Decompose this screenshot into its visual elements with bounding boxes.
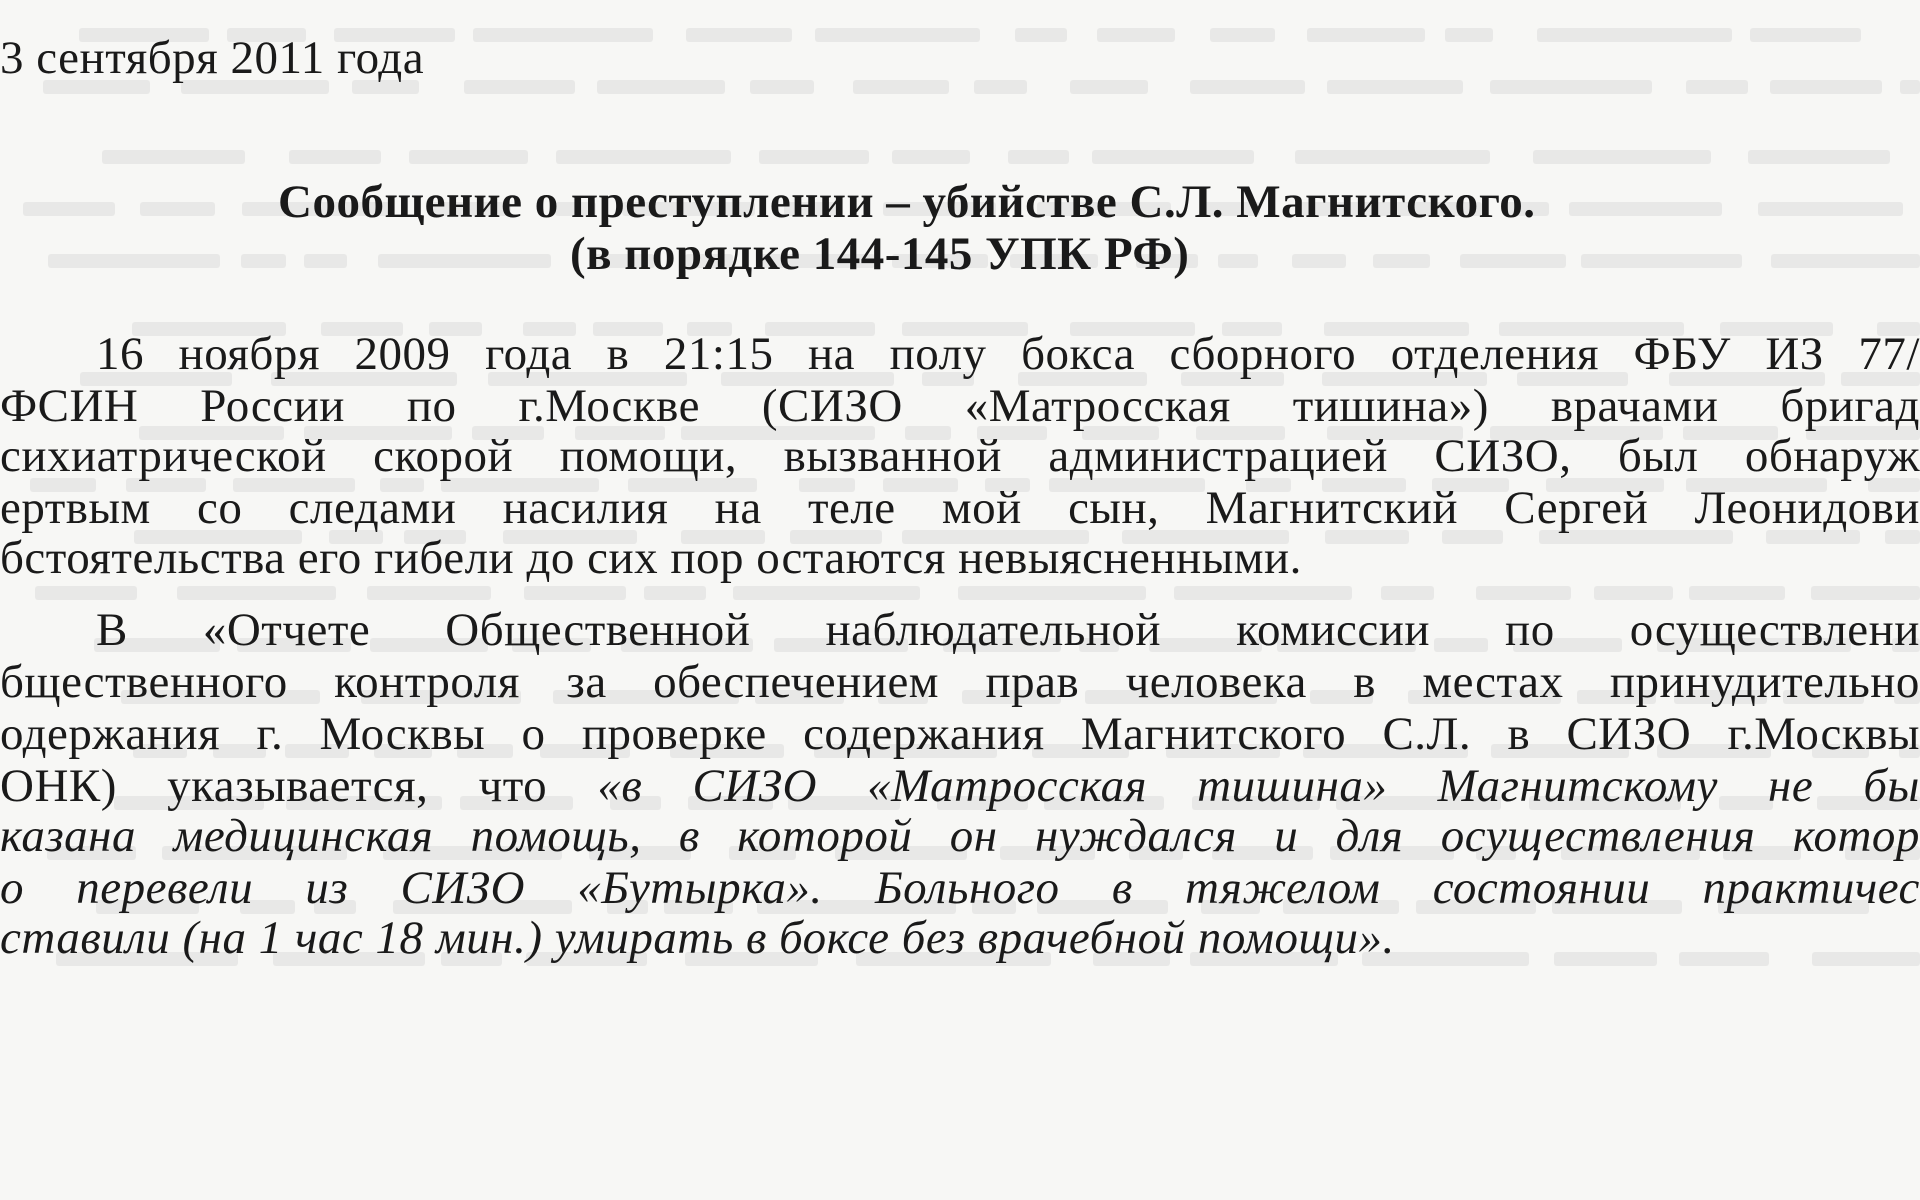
word: проверке: [581, 708, 767, 760]
word: администрацией: [1048, 430, 1388, 482]
word: был: [1617, 430, 1699, 482]
word: наблюдательной: [825, 604, 1162, 656]
word: контроля: [334, 656, 520, 708]
word: которой: [737, 810, 913, 862]
word: на: [714, 482, 762, 534]
paragraph-1-line-5: бстоятельства его гибели до сих пор остаются невыясненными.: [0, 532, 1302, 584]
word-italic: Магнитскому: [1437, 760, 1718, 812]
word-italic: бы: [1863, 760, 1920, 812]
word: со: [197, 482, 243, 534]
word: ОНК): [0, 760, 117, 812]
word: содержания: [803, 708, 1045, 760]
word: СИЗО,: [1434, 430, 1572, 482]
word: тишина»): [1292, 380, 1489, 432]
word: скорой: [373, 430, 514, 482]
word: сын,: [1068, 482, 1160, 534]
word: осуществления: [1440, 810, 1756, 862]
word: г.Москвы: [1727, 708, 1920, 760]
word: Общественной: [445, 604, 751, 656]
word: тяжелом: [1185, 862, 1381, 914]
word: и: [1274, 810, 1299, 862]
word: 21:15: [663, 328, 774, 380]
word: обнаруж: [1744, 430, 1920, 482]
word: Москвы: [319, 708, 486, 760]
paragraph-1-line-1: [96, 324, 1920, 384]
word: комиссии: [1236, 604, 1431, 656]
word: о: [0, 862, 24, 914]
word: Магнитский: [1205, 482, 1459, 534]
paragraph-2-line-2: [0, 652, 1920, 712]
word: в: [1507, 708, 1531, 760]
word: в: [1353, 656, 1376, 708]
word: врачами: [1550, 380, 1719, 432]
word: он: [949, 810, 998, 862]
word: насилия: [502, 482, 669, 534]
word: вызванной: [783, 430, 1002, 482]
word: 2009: [354, 328, 451, 380]
word: что: [478, 760, 548, 812]
paragraph-2-line-1: [96, 600, 1920, 660]
word: «Бутырка».: [577, 862, 823, 914]
word: сихиатрической: [0, 430, 327, 482]
word-italic: СИЗО: [692, 760, 817, 812]
word: бокса: [1021, 328, 1135, 380]
word: 77/: [1858, 328, 1920, 380]
word: в: [678, 810, 700, 862]
document-title: Сообщение о преступлении – убийстве С.Л. Магнитского.: [278, 176, 1536, 228]
word: Леонидови: [1694, 482, 1920, 534]
word: Больного: [874, 862, 1060, 914]
word: СИЗО: [400, 862, 526, 914]
word: сборного: [1169, 328, 1357, 380]
word: ФСИН: [0, 380, 139, 432]
word: 16: [96, 328, 144, 380]
word: для: [1335, 810, 1404, 862]
word-italic: не: [1768, 760, 1814, 812]
word: в: [606, 328, 630, 380]
paragraph-2-line-3: [0, 704, 1920, 764]
word: г.: [256, 708, 284, 760]
word: мой: [941, 482, 1022, 534]
paragraph-2-line-5: [0, 806, 1920, 866]
word: ФБУ: [1633, 328, 1731, 380]
word: прав: [985, 656, 1080, 708]
word: (СИЗО: [761, 380, 903, 432]
word: ноября: [178, 328, 320, 380]
word: «Матросская: [964, 380, 1231, 432]
document-subtitle: (в порядке 144-145 УПК РФ): [570, 228, 1190, 280]
word: по: [1505, 604, 1555, 656]
word: казана: [0, 810, 136, 862]
word-italic: «Матросская: [867, 760, 1147, 812]
document-date: 3 сентября 2011 года: [0, 32, 425, 84]
word: по: [406, 380, 457, 432]
paragraph-1-line-3: [0, 426, 1920, 486]
word: ИЗ: [1765, 328, 1824, 380]
word: теле: [807, 482, 896, 534]
word: «Отчете: [202, 604, 371, 656]
word: одержания: [0, 708, 221, 760]
word: местах: [1422, 656, 1564, 708]
word: нуждался: [1035, 810, 1237, 862]
word-italic: тишина»: [1197, 760, 1388, 812]
word: указывается,: [167, 760, 429, 812]
word: перевели: [76, 862, 254, 914]
word: следами: [288, 482, 457, 534]
word: С.Л.: [1382, 708, 1472, 760]
word: практичес: [1702, 862, 1920, 914]
word: за: [566, 656, 607, 708]
word: Сергей: [1504, 482, 1649, 534]
word: России: [200, 380, 345, 432]
word: из: [305, 862, 349, 914]
word: обеспечением: [653, 656, 940, 708]
word: отделения: [1390, 328, 1599, 380]
word: бригад: [1780, 380, 1920, 432]
word: В: [96, 604, 128, 656]
word: в: [1111, 862, 1133, 914]
word: помощь,: [470, 810, 642, 862]
word: СИЗО: [1566, 708, 1692, 760]
word: бщественного: [0, 656, 288, 708]
word: полу: [889, 328, 987, 380]
word: котор: [1792, 810, 1920, 862]
word: медицинская: [173, 810, 434, 862]
word: принудительно: [1609, 656, 1920, 708]
word: Магнитского: [1080, 708, 1347, 760]
word-italic: «в: [597, 760, 643, 812]
word: человека: [1125, 656, 1307, 708]
paragraph-2-line-7: ставили (на 1 час 18 мин.) умирать в боксе без врачебной помощи».: [0, 912, 1395, 964]
word: о: [521, 708, 546, 760]
word: помощи,: [559, 430, 738, 482]
word: осуществлени: [1629, 604, 1920, 656]
word: года: [485, 328, 573, 380]
word: ертвым: [0, 482, 151, 534]
word: на: [808, 328, 856, 380]
word: г.Москве: [518, 380, 700, 432]
word: состоянии: [1432, 862, 1651, 914]
